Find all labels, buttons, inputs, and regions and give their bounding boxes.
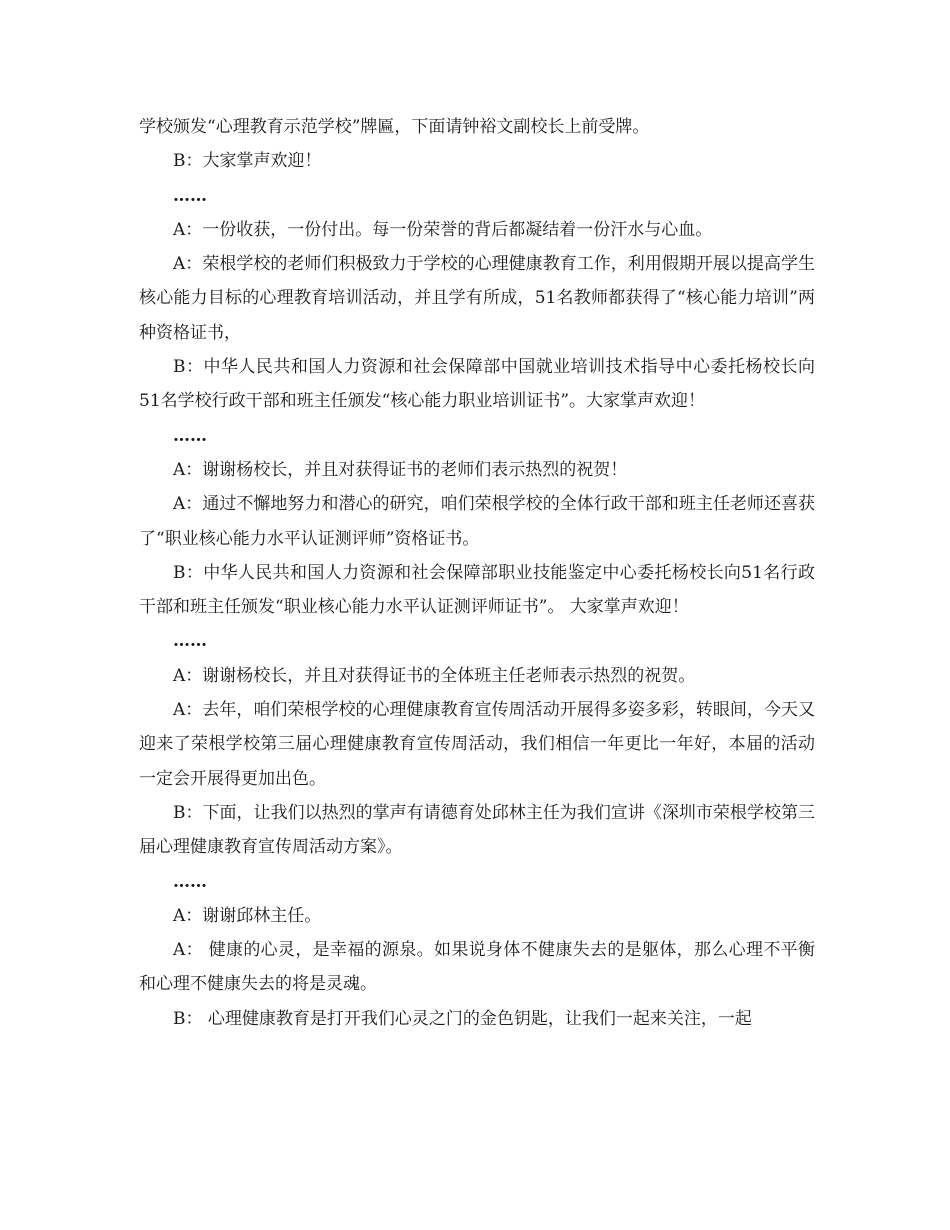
paragraph: A：去年，咱们荣根学校的心理健康教育宣传周活动开展得多姿多彩，转眼间，今天又迎来了荣根学校第三届心理健康教育宣传周活动，我们相信一年更比一年好，本届的活动一定会开展得更加出色。: [139, 700, 815, 789]
paragraph: A：一份收获，一份付出。每一份荣誉的背后都凝结着一份汗水与心血。: [173, 219, 713, 240]
paragraph: B：下面，让我们以热烈的掌声有请德育处邱林主任为我们宣讲《深圳市荣根学校第三届心理健康教育宣传周活动方案》。: [139, 802, 815, 858]
ellipsis-separator: ……: [173, 425, 207, 446]
ellipsis-separator: ……: [173, 185, 207, 206]
paragraph: A：谢谢杨校长，并且对获得证书的全体班主任老师表示热烈的祝贺。: [173, 665, 696, 686]
paragraph: A：谢谢邱林主任。: [173, 905, 322, 926]
ellipsis-separator: ……: [173, 871, 207, 892]
paragraph: B： 心理健康教育是打开我们心灵之门的金色钥匙，让我们一起来关注，一起: [173, 1008, 752, 1029]
paragraph: A： 健康的心灵，是幸福的源泉。如果说身体不健康失去的是躯体，那么心理不平衡和心理不健康失去的将是灵魂。: [139, 940, 815, 995]
paragraph: B：大家掌声欢迎！: [173, 151, 322, 172]
paragraph: A：通过不懈地努力和潜心的研究，咱们荣根学校的全体行政干部和班主任老师还喜获了“职业核心能力水平认证测评师”资格证书。: [139, 494, 815, 549]
ellipsis-separator: ……: [173, 631, 207, 652]
paragraph: A：荣根学校的老师们积极致力于学校的心理健康教育工作，利用假期开展以提高学生核心能力目标的心理教育培训活动，并且学有所成，51名教师都获得了“核心能力培训”两种资格证书，: [139, 254, 815, 343]
paragraph: B：中华人民共和国人力资源和社会保障部职业技能鉴定中心委托杨校长向51名行政干部和班主任颁发“职业核心能力水平认证测评师证书”。 大家掌声欢迎！: [139, 562, 815, 618]
document-body: [139, 110, 815, 1036]
paragraph: A：谢谢杨校长，并且对获得证书的老师们表示热烈的祝贺！: [173, 459, 628, 480]
paragraph: B：中华人民共和国人力资源和社会保障部中国就业培训技术指导中心委托杨校长向51名学校行政干部和班主任颁发“核心能力职业培训证书”。大家掌声欢迎！: [139, 357, 815, 412]
paragraph: 学校颁发“心理教育示范学校”牌匾，下面请钟裕文副校长上前受牌。: [139, 117, 650, 137]
